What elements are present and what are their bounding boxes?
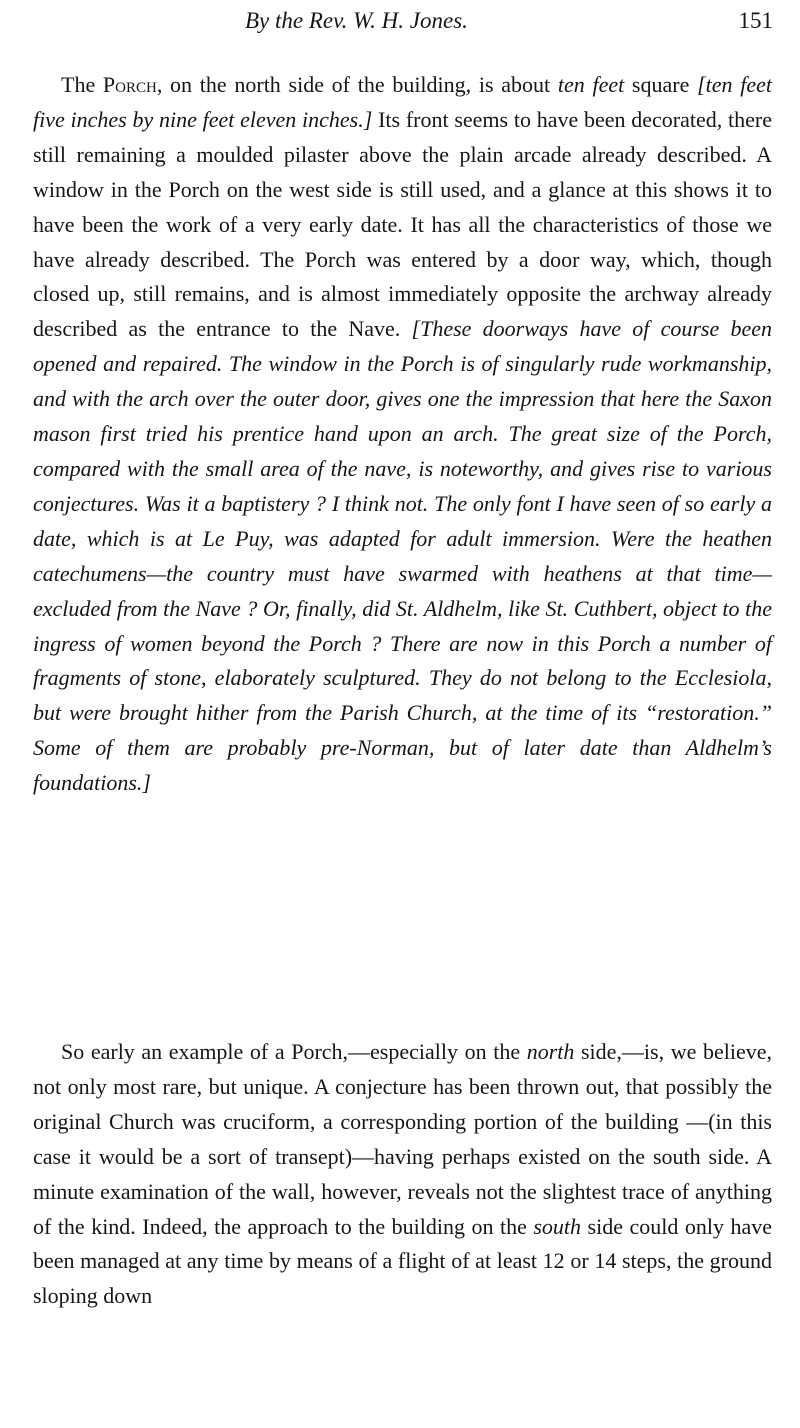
running-title: By the Rev. W. H. Jones. (245, 8, 468, 33)
italic-editorial-note: [These doorways have of course been opened and repaired. The window in the Porch is of singularly rude workmanship, and with the arch over the outer door, gives one the impression that here the Saxon mason first tried his prentice hand upon an arch. The great size of the Porch, compared with the small area of the nave, is noteworthy, and gives rise to various conjectures. Was it a baptistery ? I think not. The only font I have seen of so early a date, which is at Le Puy, was adapted for adult immersion. Were the heathen catechumens—the country must have swarmed with heathens at that time—excluded from the Nave ? Or, finally, did St. Aldhelm, like St. Cuthbert, object to the ingress of women beyond the Porch ? There are now in this Porch a number of fragments of stone, elaborately sculptured. They do not belong to the Ecclesiola, but were brought hither from the Parish Church, at the time of its “restoration.” Some of them are probably pre-Norman, but of later date than Aldhelm’s foundations.] (33, 316, 772, 796)
italic-south: south (533, 1213, 582, 1239)
running-header (0, 8, 800, 40)
text-segment: side could only have been managed at any time by means of a flight of at least 12 or 14 steps, the ground sloping down (33, 1213, 772, 1309)
paragraph-porch-description (33, 68, 772, 801)
italic-measurement-note: [ten feet five inches by nine feet eleven inches.] (33, 72, 772, 132)
paragraph-early-example (33, 1035, 772, 1314)
text-segment: , on the north side of the building, is about (156, 72, 558, 97)
text-segment: Its front seems to have been decorated, there still remaining a moulded pilaster above the plain arcade already described. A window in the Porch on the west side is still used, and a glance at this shows it to have been the work of a very early date. It has all the characteristics of those we have already described. The Porch was entered by a door way, which, though closed up, still remains, and is almost immediately opposite the archway already described as the entrance to the Nave. (33, 106, 772, 342)
text-segment: So early an example of a Porch,—especially on the (61, 1039, 527, 1064)
text-segment: side,—is, we believe, not only most rare, but unique. A conjecture has been thrown out, that possibly the original Church was cruciform, a corresponding portion of the building —(in this case it would be a sort of transept)—having perhaps existed on the south side. A minute examination of the wall, however, reveals not the slightest trace of anything of the kind. Indeed, the approach to the building on the (33, 1039, 772, 1239)
paragraph-2 (33, 1035, 772, 1314)
text-segment: square (624, 72, 698, 97)
small-caps-porch: Porch (102, 72, 157, 97)
paragraph-1 (33, 68, 772, 801)
page-number: 151 (738, 8, 773, 33)
italic-ten-feet: ten feet (557, 72, 625, 97)
text-segment: The (61, 72, 103, 97)
italic-north: north (526, 1039, 575, 1064)
